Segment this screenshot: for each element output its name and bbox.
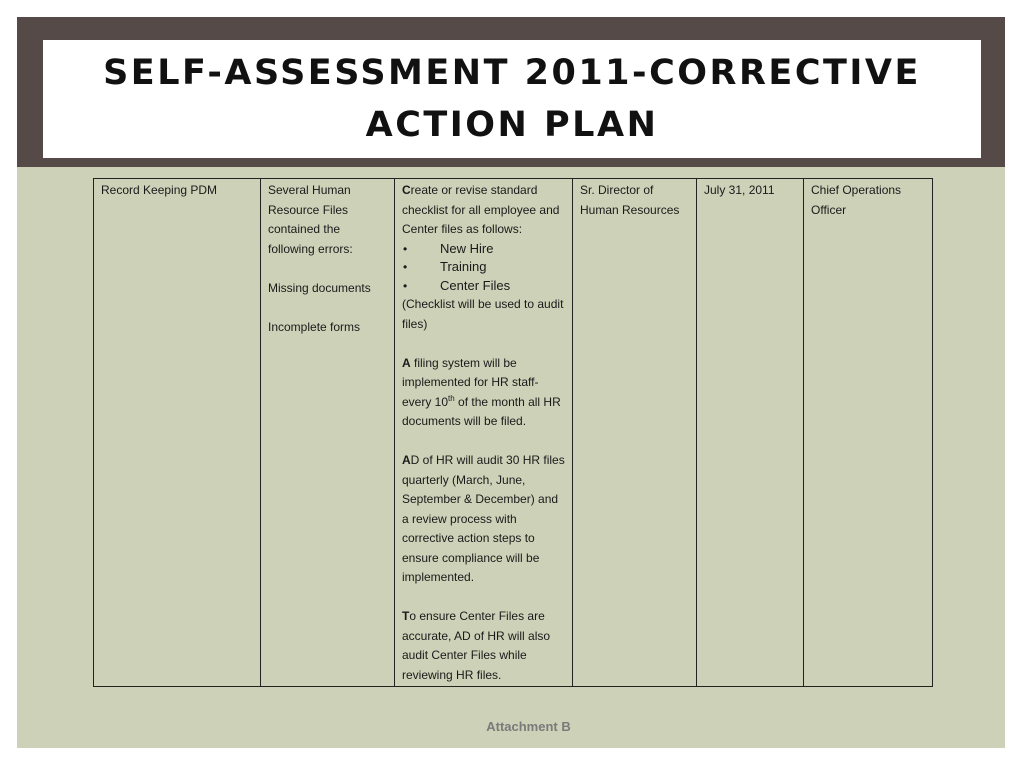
table-row bbox=[94, 179, 933, 687]
finding-error: Missing documents bbox=[268, 280, 371, 295]
cell-finding bbox=[261, 179, 395, 687]
list-item: • Training bbox=[402, 258, 566, 277]
finding-error: Incomplete forms bbox=[268, 319, 361, 334]
attachment-label: Attachment B bbox=[486, 719, 571, 734]
oversight-text: Chief Operations Officer bbox=[811, 183, 902, 217]
corrective-action-table bbox=[93, 178, 933, 687]
slide-title: SELF-ASSESSMENT 2011-CORRECTIVE ACTION PLAN bbox=[103, 53, 921, 145]
title-box bbox=[43, 40, 981, 158]
cell-oversight bbox=[804, 179, 933, 687]
cell-area bbox=[94, 179, 261, 687]
checklist-list bbox=[402, 240, 566, 296]
cell-responsible bbox=[573, 179, 697, 687]
bullet-icon: • bbox=[403, 278, 408, 293]
action-paragraph-filing: A filing system will be implemented for HR staff- every 10th of the month all HR documents will be filed. bbox=[402, 355, 561, 428]
area-text: Record Keeping PDM bbox=[101, 183, 218, 197]
checklist-note: (Checklist will be used to audit files) bbox=[402, 297, 564, 331]
responsible-text: Sr. Director of Human Resources bbox=[580, 183, 680, 217]
action-paragraph-audit: AD of HR will audit 30 HR files quarterly (March, June, September & December) and a review process with corrective action steps to ensure compliance will be implemented. bbox=[402, 453, 565, 584]
action-paragraph-checklist: Create or revise standard checklist for all employee and Center files as follows: bbox=[402, 183, 560, 236]
bullet-icon: • bbox=[403, 241, 408, 256]
due-date-text: July 31, 2011 bbox=[704, 183, 775, 197]
list-item: • Center Files bbox=[402, 277, 566, 296]
bullet-icon: • bbox=[403, 260, 408, 274]
cell-due-date bbox=[697, 179, 804, 687]
finding-intro: Several Human Resource Files contained the following errors: bbox=[268, 183, 353, 256]
action-paragraph-center-files: To ensure Center Files are accurate, AD of HR will also audit Center Files while reviewing HR files. bbox=[402, 609, 551, 682]
list-item: • New Hire bbox=[402, 240, 566, 259]
cell-action bbox=[395, 179, 573, 687]
